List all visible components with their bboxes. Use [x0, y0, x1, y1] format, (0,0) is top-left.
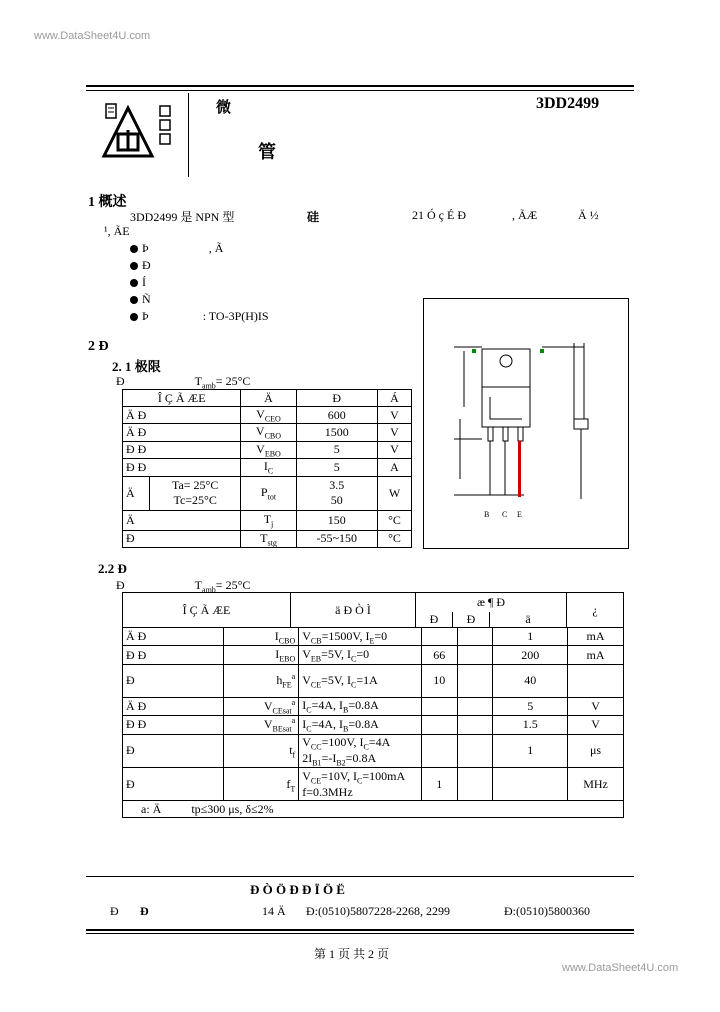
param-name: Ð	[123, 530, 241, 547]
section1-heading: 1 概述	[88, 195, 127, 210]
table-row	[123, 530, 412, 547]
table-row	[123, 734, 624, 768]
sec22-condition: Ð $T_{amb}= 25^\circ C$	[116, 578, 251, 595]
param-symbol: $t_f$	[223, 734, 298, 768]
table-row	[123, 716, 624, 734]
table-row-power	[123, 476, 412, 510]
table-header-row	[123, 593, 624, 612]
header-unit: ¿	[567, 593, 624, 628]
param-typ	[457, 734, 493, 768]
feature-item: Ñ	[130, 291, 269, 308]
param-symbol: $V_{CBO}$	[241, 424, 296, 441]
param-typ	[457, 628, 493, 646]
note-text: a: Ä tp≤300 μs, δ≤2%	[123, 801, 624, 818]
bullet-icon	[130, 313, 138, 321]
feature-item: Ð	[130, 257, 269, 274]
sec1-line1: 3DD2499 是 NPN 型	[130, 210, 235, 224]
param-name: Ä	[123, 510, 241, 530]
electrical-characteristics-table	[122, 592, 624, 628]
pin-label-e: E	[517, 510, 522, 519]
table-row	[123, 628, 624, 646]
param-unit	[568, 664, 624, 697]
param-symbol: $I_C$	[241, 459, 296, 476]
param-min	[421, 697, 457, 715]
sec1-line1d: , ÃÆ	[512, 208, 538, 222]
section2-heading: 2 Ð	[88, 339, 109, 354]
watermark-bottom: www.DataSheet4U.com	[562, 962, 679, 974]
param-symbol: $V_{BEsat}^a$	[223, 716, 298, 734]
feature-list	[130, 240, 269, 325]
note-row	[123, 801, 624, 818]
title-glyph: 管	[258, 142, 276, 162]
feature-item: Í	[130, 274, 269, 291]
param-min: 10	[421, 664, 457, 697]
bullet-icon	[130, 245, 138, 253]
param-name: Ä Ð	[123, 424, 241, 441]
table-row	[123, 768, 624, 801]
param-min	[421, 734, 457, 768]
param-condition: $I_C=4A$, $I_B=0.8A$	[299, 697, 421, 715]
param-typ	[457, 646, 493, 664]
power-conditions: Ta= 25°C Tc=25°C	[149, 476, 241, 510]
param-condition: $V_{CB}=1500V$, $I_E=0$	[299, 628, 421, 646]
sec1-line1e: Ä ½	[578, 208, 599, 222]
footer-rule-top	[86, 876, 634, 877]
param-name: Ð Ð	[123, 716, 224, 734]
param-symbol: $P_{tot}$	[241, 476, 296, 510]
header-spec-group: æ ¶ Ð	[416, 593, 567, 612]
part-number: 3DD2499	[536, 95, 600, 112]
header-unit: Á	[378, 390, 412, 407]
param-unit: MHz	[568, 768, 624, 801]
param-symbol: $V_{CEsat}^a$	[223, 697, 298, 715]
param-condition: $V_{CE}=10V$, $I_C=100mA$ f=0.3MHz	[299, 768, 421, 801]
top-rule-thin	[86, 90, 634, 91]
param-min: 1	[421, 768, 457, 801]
footer-address-label: Ð	[110, 904, 119, 918]
param-name: Ä	[123, 476, 150, 510]
footer-address: Ð	[140, 904, 149, 918]
param-typ	[457, 716, 493, 734]
header-divider	[188, 93, 189, 177]
param-name: Ð	[123, 664, 224, 697]
param-unit: V	[378, 441, 412, 458]
param-condition: $I_C=4A$, $I_B=0.8A$	[299, 716, 421, 734]
sec21-condition: Ð $T_{amb}= 25^\circ C$	[116, 374, 251, 391]
param-unit: mA	[568, 628, 624, 646]
param-typ	[457, 697, 493, 715]
footer-fax: Ð:(0510)5800360	[504, 904, 590, 918]
footer-rule-thin	[86, 933, 634, 934]
table-row	[123, 510, 412, 530]
table-row	[123, 407, 412, 424]
param-symbol: $V_{EBO}$	[241, 441, 296, 458]
param-name: Ä Ð	[123, 628, 224, 646]
param-name: Ð	[123, 768, 224, 801]
param-value: 5	[296, 459, 377, 476]
param-name: Ð	[123, 734, 224, 768]
absolute-ratings-table	[122, 389, 412, 548]
header-value: Ð	[296, 390, 377, 407]
section21-heading: 2. 1 极限	[112, 359, 161, 374]
param-symbol: $T_j$	[241, 510, 296, 530]
param-unit: V	[378, 424, 412, 441]
param-value: 3.5 50	[296, 476, 377, 510]
param-condition: $V_{CC}=100V$, $I_C=4A$ $2I_{B1}=-I_{B2}=0.8A$	[299, 734, 421, 768]
param-max: 200	[493, 646, 568, 664]
param-unit: V	[568, 716, 624, 734]
table-row	[123, 697, 624, 715]
page-number: 第 1 页 共 2 页	[314, 947, 390, 961]
param-min	[421, 628, 457, 646]
param-typ	[457, 664, 493, 697]
param-unit: °C	[378, 530, 412, 547]
param-max: 1	[493, 734, 568, 768]
header-symbol: Ä	[241, 390, 296, 407]
param-unit: V	[568, 697, 624, 715]
param-unit: W	[378, 476, 412, 510]
table-header-row	[123, 390, 412, 407]
param-symbol: $T_{stg}$	[241, 530, 296, 547]
param-name: Ð Ð	[123, 441, 241, 458]
param-value: 600	[296, 407, 377, 424]
param-symbol: $I_{CBO}$	[223, 628, 298, 646]
param-value: -55~150	[296, 530, 377, 547]
electrical-characteristics-rows	[122, 627, 624, 818]
header-condition: ä Ð Ò Ì	[291, 593, 416, 628]
param-symbol: $h_{FE}^a$	[223, 664, 298, 697]
header-min: Ð	[416, 612, 453, 628]
param-min: 66	[421, 646, 457, 664]
param-condition: $V_{CE}=5V$, $I_C=1A$	[299, 664, 421, 697]
footer-rule	[86, 929, 634, 931]
table-row	[123, 646, 624, 664]
header-param: Î Ç Ã ÆE	[123, 593, 291, 628]
param-name: Ð Ð	[123, 646, 224, 664]
param-symbol: $I_{EBO}$	[223, 646, 298, 664]
sec1-line2: ¹, ÃE	[104, 224, 130, 238]
param-max: 1.5	[493, 716, 568, 734]
header-typ: Ð	[453, 612, 490, 628]
company-glyph: 微	[216, 100, 232, 116]
footer-address-num: 14 Ä	[262, 904, 286, 918]
sec1-line1c: 21 Ó ç É Ð	[412, 208, 466, 222]
footer-tel: Ð:(0510)5807228-2268, 2299	[306, 904, 450, 918]
table-row	[123, 459, 412, 476]
param-typ	[457, 768, 493, 801]
param-symbol: $V_{CEO}$	[241, 407, 296, 424]
param-name: Ä Ð	[123, 407, 241, 424]
feature-item: Þ , Ã	[130, 240, 269, 257]
param-min	[421, 716, 457, 734]
pin-label-c: C	[502, 510, 508, 519]
header-max: ä	[490, 612, 567, 628]
feature-item: Þ : TO-3P(H)IS	[130, 308, 269, 325]
param-unit: °C	[378, 510, 412, 530]
param-unit: μs	[568, 734, 624, 768]
param-name: Ä Ð	[123, 697, 224, 715]
top-rule	[86, 85, 634, 87]
pin-label-b: B	[484, 510, 490, 519]
param-value: 1500	[296, 424, 377, 441]
header-param: Î Ç Ã ÆE	[123, 390, 241, 407]
bullet-icon	[130, 296, 138, 304]
param-max: 40	[493, 664, 568, 697]
company-logo	[100, 100, 180, 162]
table-row	[123, 441, 412, 458]
logo-graphic	[100, 100, 180, 162]
param-unit: V	[378, 407, 412, 424]
param-name: Ð Ð	[123, 459, 241, 476]
sec1-line1b: 硅	[307, 210, 320, 224]
table-row	[123, 664, 624, 697]
param-value: 5	[296, 441, 377, 458]
section22-heading: 2.2 Ð	[98, 561, 127, 576]
param-max	[493, 768, 568, 801]
param-symbol: $f_T$	[223, 768, 298, 801]
table-row	[123, 424, 412, 441]
param-unit: mA	[568, 646, 624, 664]
param-max: 1	[493, 628, 568, 646]
footer-company: Ð Ò Ö Ð Ð Ï Ö Ë	[250, 882, 345, 897]
bullet-icon	[130, 279, 138, 287]
param-max: 5	[493, 697, 568, 715]
param-condition: $V_{EB}=5V$, $I_C=0$	[299, 646, 421, 664]
param-value: 150	[296, 510, 377, 530]
bullet-icon	[130, 262, 138, 270]
param-unit: A	[378, 459, 412, 476]
package-drawing	[423, 298, 629, 549]
package-outline-graphic	[424, 299, 628, 548]
watermark-top: www.DataSheet4U.com	[34, 30, 151, 42]
